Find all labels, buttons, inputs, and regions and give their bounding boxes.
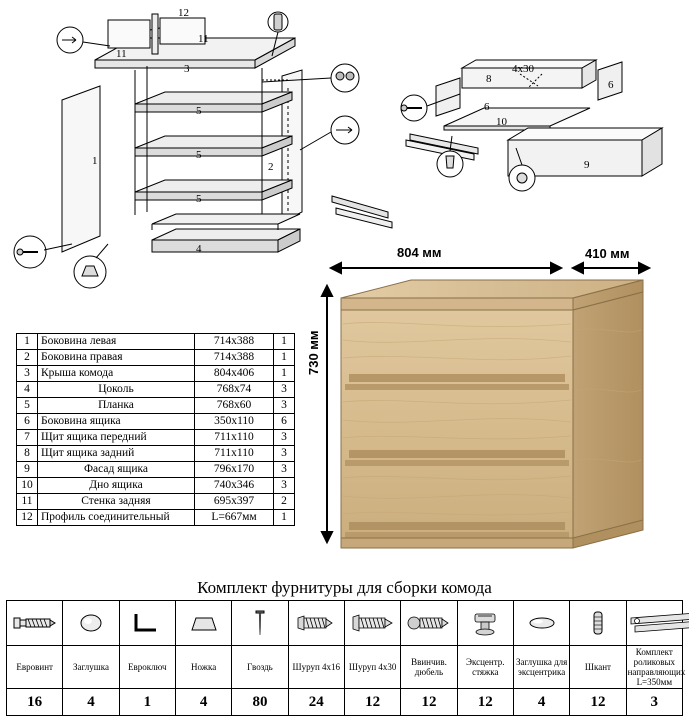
table-row (17, 430, 295, 446)
kit-cell-slide-rail (626, 601, 682, 646)
kit-count-cam-lock: 12 (457, 689, 513, 716)
kit-label-dowel: Шкант (570, 646, 626, 689)
part-num: 9 (17, 462, 38, 478)
kit-label-euro-screw: Евровинт (7, 646, 63, 689)
hardware-kit-table (6, 600, 686, 716)
part-qty: 3 (274, 446, 295, 462)
callout-5b: 5 (196, 149, 202, 161)
part-name: Щит ящика задний (38, 446, 195, 462)
table-row (17, 350, 295, 366)
part-dim: 804х406 (195, 366, 274, 382)
kit-label-foot: Ножка (175, 646, 231, 689)
kit-label-dowel-screw: Ввинчив. дюбель (401, 646, 457, 689)
kit-count-screw-4x30: 12 (344, 689, 400, 716)
dimension-height-label: 730 мм (306, 330, 321, 375)
callout-12: 12 (178, 7, 189, 19)
kit-count-hex-key: 1 (119, 689, 175, 716)
kit-count-dowel: 12 (570, 689, 626, 716)
part-dim: 768х60 (195, 398, 274, 414)
part-name: Планка (38, 398, 195, 414)
kit-label-hex-key: Евроключ (119, 646, 175, 689)
part-dim: 740х346 (195, 478, 274, 494)
part-num: 10 (17, 478, 38, 494)
kit-cell-screw-4x30 (344, 601, 400, 646)
callout-3: 3 (184, 63, 190, 75)
part-qty: 1 (274, 334, 295, 350)
part-qty: 3 (274, 398, 295, 414)
kit-title: Комплект фурнитуры для сборки комода (197, 578, 492, 597)
kit-label-nail: Гвоздь (232, 646, 288, 689)
part-qty: 1 (274, 350, 295, 366)
table-row (17, 334, 295, 350)
kit-count-cam-cap: 4 (513, 689, 569, 716)
part-num: 8 (17, 446, 38, 462)
part-name: Боковина правая (38, 350, 195, 366)
kit-cell-foot (175, 601, 231, 646)
callout-1: 1 (92, 155, 98, 167)
kit-count-nail: 80 (232, 689, 288, 716)
callout-9: 9 (584, 159, 590, 171)
cap-icon (76, 610, 106, 636)
screw-4x30-icon (350, 610, 396, 636)
part-name: Дно ящика (38, 478, 195, 494)
part-num: 5 (17, 398, 38, 414)
part-name: Цоколь (38, 382, 195, 398)
part-dim: 350х110 (195, 414, 274, 430)
part-name: Щит ящика передний (38, 430, 195, 446)
kit-count-cap: 4 (63, 689, 119, 716)
kit-count-euro-screw: 16 (7, 689, 63, 716)
table-row (17, 510, 295, 526)
part-name: Боковина ящика (38, 414, 195, 430)
table-row (17, 462, 295, 478)
kit-cell-cap (63, 601, 119, 646)
kit-cell-euro-screw (7, 601, 63, 646)
nail-icon (252, 608, 268, 638)
part-num: 11 (17, 494, 38, 510)
part-num: 2 (17, 350, 38, 366)
part-name: Боковина левая (38, 334, 195, 350)
part-qty: 6 (274, 414, 295, 430)
kit-cell-dowel (570, 601, 626, 646)
table-row (17, 446, 295, 462)
part-qty: 3 (274, 478, 295, 494)
kit-count-slide-rail: 3 (626, 689, 682, 716)
callout-8: 8 (486, 73, 492, 85)
kit-label-row (7, 646, 683, 689)
part-num: 4 (17, 382, 38, 398)
assembly-drawer-svg (400, 30, 689, 195)
callout-10: 10 (496, 116, 507, 128)
kit-cell-cam-cap (513, 601, 569, 646)
slide-rail-icon (627, 608, 689, 638)
cam-cap-icon (525, 611, 559, 635)
table-row (17, 494, 295, 510)
callout-5c: 5 (196, 193, 202, 205)
dresser-illustration (305, 240, 689, 570)
cam-lock-icon (468, 609, 502, 637)
part-dim: L=667мм (195, 510, 274, 526)
part-dim: 796х170 (195, 462, 274, 478)
euro-screw-icon (12, 610, 58, 636)
callout-11b: 11 (198, 33, 209, 45)
kit-count-foot: 4 (175, 689, 231, 716)
callout-2: 2 (268, 161, 274, 173)
kit-label-cam-cap: Заглушка для эксцентрика (513, 646, 569, 689)
dowel-screw-icon (406, 610, 452, 636)
kit-cell-hex-key (119, 601, 175, 646)
part-qty: 1 (274, 366, 295, 382)
part-num: 6 (17, 414, 38, 430)
screw-4x16-icon (295, 610, 337, 636)
kit-label-screw-4x30: Шуруп 4х30 (344, 646, 400, 689)
kit-cell-nail (232, 601, 288, 646)
part-dim: 695х397 (195, 494, 274, 510)
table-row (17, 398, 295, 414)
callout-6b: 6 (608, 79, 614, 91)
callout-6a: 6 (484, 101, 490, 113)
part-qty: 3 (274, 462, 295, 478)
parts-table-body (17, 334, 295, 526)
parts-table (16, 333, 295, 526)
part-num: 3 (17, 366, 38, 382)
kit-cell-cam-lock (457, 601, 513, 646)
product-dimension-figure (305, 240, 689, 570)
part-name: Стенка задняя (38, 494, 195, 510)
kit-cell-screw-4x16 (288, 601, 344, 646)
callout-5a: 5 (196, 105, 202, 117)
kit-count-dowel-screw: 12 (401, 689, 457, 716)
table-row (17, 382, 295, 398)
part-qty: 3 (274, 382, 295, 398)
callout-4x30: 4х30 (512, 63, 534, 75)
table-row (17, 478, 295, 494)
kit-label-slide-rail: Комплект роликовых направляющих L=350мм (627, 647, 686, 687)
hex-key-icon (130, 610, 164, 636)
dowel-icon (588, 608, 608, 638)
foot-icon (184, 610, 224, 636)
part-qty: 1 (274, 510, 295, 526)
kit-count-row (7, 689, 683, 716)
part-dim: 768х74 (195, 382, 274, 398)
kit-count-screw-4x16: 24 (288, 689, 344, 716)
part-qty: 2 (274, 494, 295, 510)
assembly-diagram-drawer (400, 30, 689, 190)
callout-11a: 11 (116, 48, 127, 60)
table-row (17, 414, 295, 430)
kit-label-cam-lock: Эксцентр. стяжка (457, 646, 513, 689)
part-dim: 714х388 (195, 350, 274, 366)
part-name: Профиль соединительный (38, 510, 195, 526)
dimension-width-label: 804 мм (397, 245, 442, 260)
kit-label-cap: Заглушка (63, 646, 119, 689)
dimension-depth-label: 410 мм (585, 246, 630, 261)
part-num: 7 (17, 430, 38, 446)
part-qty: 3 (274, 430, 295, 446)
part-name: Крыша комода (38, 366, 195, 382)
part-dim: 711х110 (195, 446, 274, 462)
part-dim: 714х388 (195, 334, 274, 350)
part-num: 1 (17, 334, 38, 350)
part-num: 12 (17, 510, 38, 526)
kit-label-screw-4x16: Шуруп 4х16 (288, 646, 344, 689)
kit-cell-dowel-screw (401, 601, 457, 646)
table-row (17, 366, 295, 382)
kit-icon-row (7, 601, 683, 646)
part-name: Фасад ящика (38, 462, 195, 478)
part-dim: 711х110 (195, 430, 274, 446)
callout-4: 4 (196, 243, 202, 255)
